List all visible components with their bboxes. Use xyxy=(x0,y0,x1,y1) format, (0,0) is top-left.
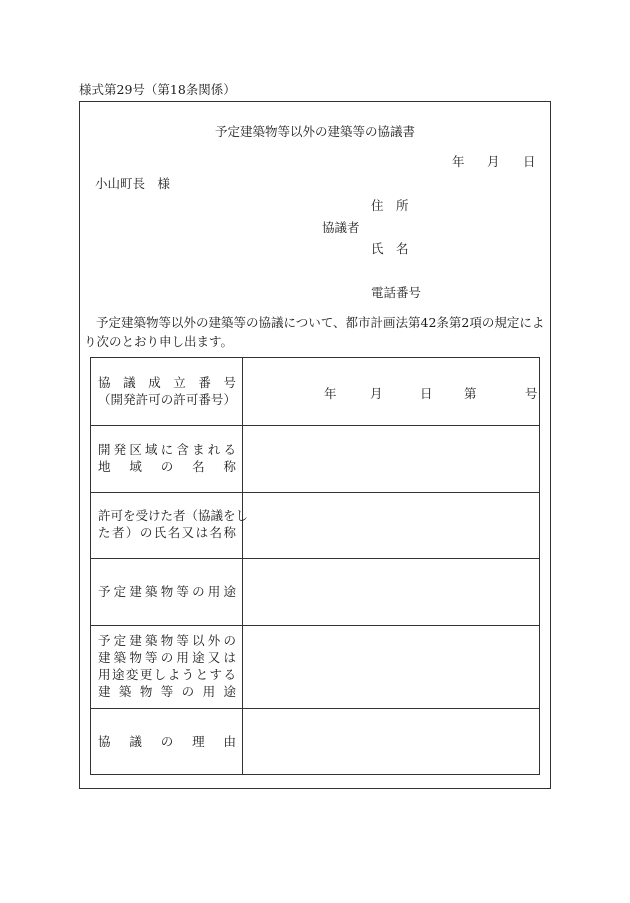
table-row-planned-use xyxy=(91,558,539,625)
entry-day: 日 xyxy=(420,386,433,401)
body-text: 予定建築物等以外の建築等の協議について、都市計画法第42条第2項の規定により次のとおり申し出ます。 xyxy=(84,315,545,349)
row-label xyxy=(98,374,236,408)
table-row-other-use xyxy=(91,625,539,708)
row-label xyxy=(98,632,236,700)
row-label-line: 開発区域に含まれる xyxy=(98,442,236,457)
info-table xyxy=(90,357,540,775)
row-label-line: 建築物等の用途 xyxy=(98,684,236,699)
entry-number-suffix: 号 xyxy=(525,386,538,401)
row-label-line: 予定建築物等の用途 xyxy=(98,584,236,599)
address-label: 住 所 xyxy=(371,198,409,213)
row-label xyxy=(98,583,236,600)
row-label-line: た者）の氏名又は名称 xyxy=(98,525,236,540)
name-label: 氏 名 xyxy=(371,241,409,256)
row-label-line: 地域の名称 xyxy=(98,459,236,474)
date-day-label: 日 xyxy=(523,154,536,169)
addressee: 小山町長 様 xyxy=(95,176,171,191)
row-label-line: 予定建築物等以外の xyxy=(98,633,236,648)
document-title: 予定建築物等以外の建築等の協議書 xyxy=(214,124,415,139)
row-label-line: （開発許可の許可番号） xyxy=(98,392,236,407)
date-month-label: 月 xyxy=(487,154,500,169)
entry-year: 年 xyxy=(324,386,337,401)
entry-number-prefix: 第 xyxy=(464,386,477,401)
phone-label: 電話番号 xyxy=(371,285,422,300)
form-number-label: 様式第29号（第18条関係） xyxy=(79,82,236,97)
row-label-line: 協議成立番号 xyxy=(98,375,236,390)
row-label-line: 協議の理由 xyxy=(98,734,236,749)
table-row-permit-holder xyxy=(91,492,539,558)
row-label-line: 用途変更しようとする xyxy=(98,667,236,682)
applicant-role-label: 協議者 xyxy=(322,220,360,235)
row-label-line: 許可を受けた者（協議をし xyxy=(98,508,249,523)
row-label xyxy=(98,507,249,541)
row-label xyxy=(98,441,236,475)
row-label-line: 建築物等の用途又は xyxy=(98,650,236,665)
date-year-label: 年 xyxy=(452,154,465,169)
table-row-area-name xyxy=(91,425,539,492)
table-row-reason xyxy=(91,708,539,774)
row-label xyxy=(98,733,236,750)
table-row-permit-number xyxy=(91,358,539,425)
entry-month: 月 xyxy=(370,386,383,401)
